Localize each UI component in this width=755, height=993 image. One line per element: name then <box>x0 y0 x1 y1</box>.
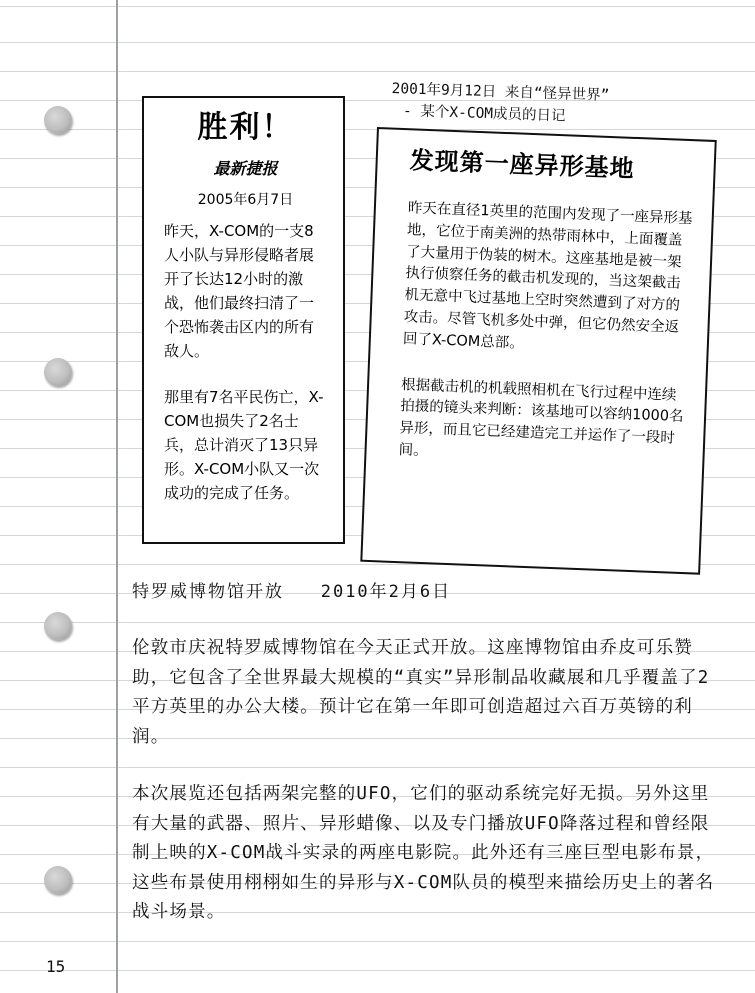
page-number: 15 <box>46 957 66 976</box>
alien-base-article <box>360 127 716 575</box>
margin-line <box>116 0 118 993</box>
diary-note-author: - 某个X-COM成员的日记 <box>402 103 566 125</box>
alien-base-paragraph: 昨天在直径1英里的范围内发现了一座异形基地，它位于南美洲的热带雨林中，上面覆盖了大量用于伪装的树木。这座基地是被一架执行侦察任务的截击机发现的，当这架截击机无意中飞过基地上空时突然遭到了对方的攻击。尽管飞机多处中弹，但它仍然安全返回了X-COM总部。 <box>402 200 693 352</box>
museum-section-date: 2010年2月6日 <box>320 582 452 602</box>
museum-paragraph: 伦敦市庆祝特罗威博物馆在今天正式开放。这座博物馆由乔皮可乐赞助，它包含了全世界最大规模的“真实”异形制品收藏展和几乎覆盖了2平方英里的办公大楼。预计它在第一年即可创造超过六百万英镑的利润。 <box>132 638 710 747</box>
victory-date: 2005年6月7日 <box>197 192 294 208</box>
victory-article <box>142 96 345 544</box>
victory-subheadline: 最新捷报 <box>213 159 278 178</box>
binder-hole <box>44 866 72 894</box>
diary-note <box>391 78 722 132</box>
alien-base-headline: 发现第一座异形基地 <box>409 146 636 183</box>
binder-hole <box>44 106 72 134</box>
binder-hole <box>44 358 72 386</box>
museum-section-title: 特罗威博物馆开放 <box>132 582 284 602</box>
alien-base-paragraph: 根据截击机的机载照相机在飞行过程中连续拍摄的镜头来判断：该基地可以容纳1000名异形，而且它已经建造完工并运作了一段时间。 <box>398 376 684 460</box>
diary-note-date-source: 2001年9月12日 来自“怪异世界” <box>391 80 610 104</box>
museum-section-heading <box>132 577 451 602</box>
victory-headline: 胜利！ <box>197 110 294 145</box>
museum-paragraph: 本次展览还包括两架完整的UFO，它们的驱动系统完好无损。另外这里有大量的武器、照片、异形蜡像、以及专门播放UFO降落过程和曾经限制上映的X-COM战斗实录的两座电影院。此外还有三座巨型电影布景，这些布景使用栩栩如生的异形与X-COM队员的模型来描绘历史上的著名战斗场景。 <box>132 784 715 922</box>
binder-hole <box>44 612 72 640</box>
victory-paragraph: 昨天，X-COM的一支8人小队与异形侵略者展开了长达12小时的激战，他们最终扫清了一个恐怖袭击区内的所有敌人。 <box>164 222 315 360</box>
victory-paragraph: 那里有7名平民伤亡，X-COM也损失了2名士兵，总计消灭了13只异形。X-COM小队又一次成功的完成了任务。 <box>164 388 324 502</box>
